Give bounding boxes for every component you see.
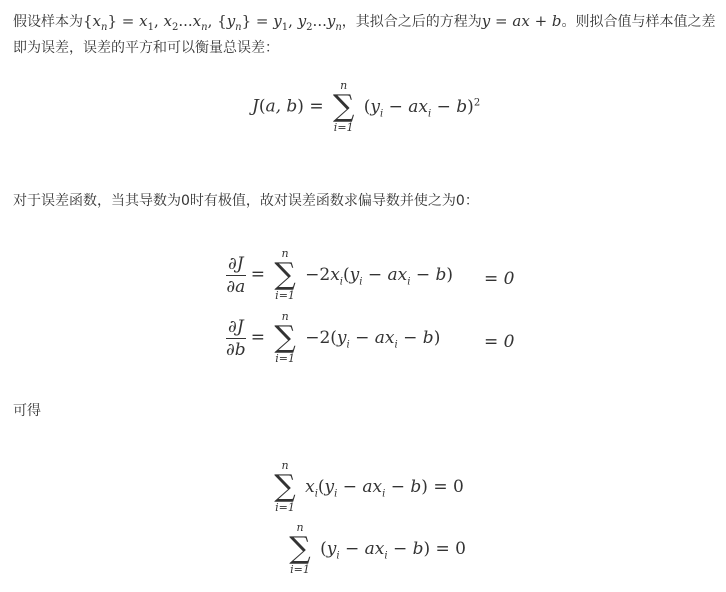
result-paragraph: 可得 [13,403,41,419]
set-x-math: $\{x_n\} = x_1$, $x_2...x_n$, [83,12,218,33]
sum-symbol: n ∑ i=1 [274,459,296,514]
error-function-formula: J(a, b) = n ∑ i=1 $(y_i - ax_i - b)^2$ [252,79,481,134]
intro-paragraph: 假设样本为$\{x_n\} = x_1$, $x_2...x_n$, $\{y_n\} = y_1$, $y_2...y_n$，其拟合之后的方程为y = ax + b。则拟合值与样本值之差即为误差，误差的平方和可以衡量总误差： [13,12,716,56]
result-formula-2: n ∑ i=1 $(y_i - ax_i - b) = 0$ [285,522,466,576]
intro-text-2: ，其拟合之后的方程为 [341,14,482,30]
sum-symbol: n ∑ i=1 [289,521,311,576]
intro-text-3: 。则拟合值与样本值之差即为误差，误差的平方和可以衡量总误差： [13,14,716,56]
fit-equation: y [481,12,491,30]
derivative-b-formula: $\frac{\partial J}{\partial b}$ = n ∑ i=1 $-2(y_i - ax_i - b)$ = 0 [226,310,515,365]
result-formula-1: n ∑ i=1 $x_i(y_i - ax_i - b) = 0$ [270,460,464,514]
partial-j-over-b: $\frac{\partial J}{\partial b}$ [226,316,246,360]
intro-text-1: 假设样本为 [13,14,83,30]
derivative-a-formula: $\frac{\partial J}{\partial a}$ = n ∑ i=1 $-2x_i(y_i - ax_i - b)$ = 0 [226,247,515,302]
derivative-paragraph: 对于误差函数，当其导数为0时有极值，故对误差函数求偏导数并使之为0： [13,193,479,209]
sum-symbol: n ∑ i=1 [274,247,296,302]
sum-symbol: n ∑ i=1 [332,79,355,134]
set-y-math: $\{y_n\} = y_1$, $y_2...y_n$ [217,12,342,33]
sum-symbol: n ∑ i=1 [274,310,296,365]
partial-j-over-a: $\frac{\partial J}{\partial a}$ [226,253,246,297]
